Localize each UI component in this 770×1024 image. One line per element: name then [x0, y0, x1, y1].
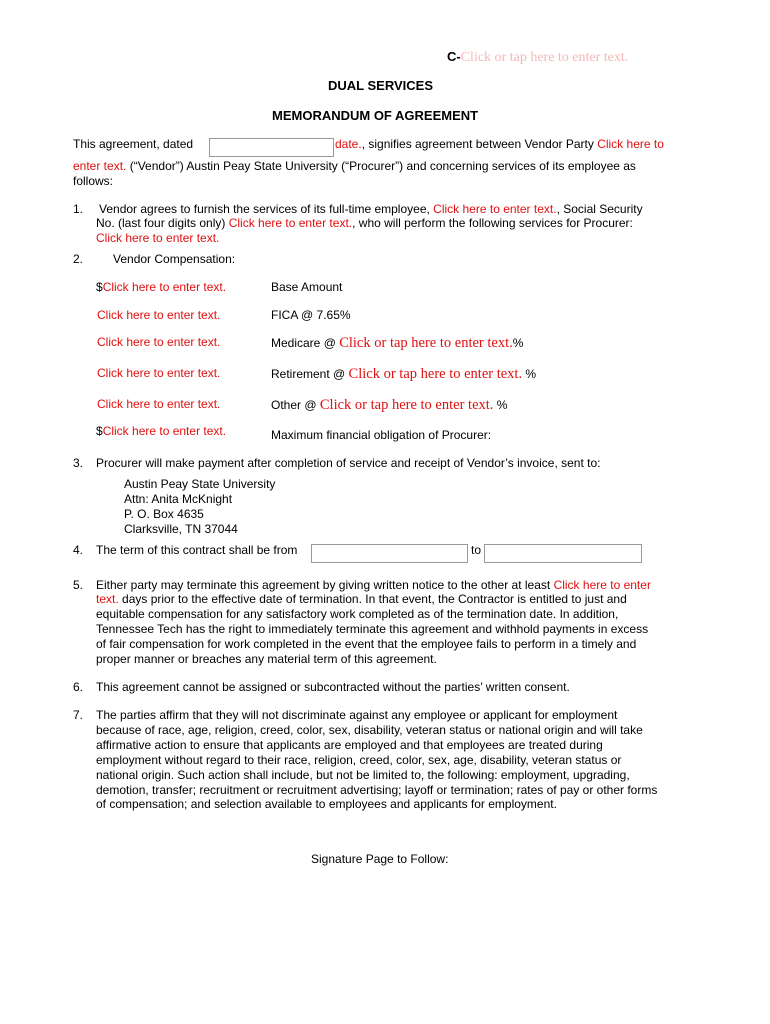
item1-line-2 [96, 216, 633, 230]
vendor-party-placeholder-a[interactable]: Click here to [597, 137, 664, 151]
item7-line-3: affirmative action to ensure that applicants are employed and that employees are treated during [96, 738, 603, 752]
item5-text-a: Either party may terminate this agreement by giving written notice to the other at least [96, 578, 554, 592]
term-to-label: to [471, 543, 482, 557]
item5-line-5: of fair compensation for work completed in the event that the employee fails to perform in a timely and [96, 637, 637, 651]
fica-amount-placeholder[interactable]: Click here to enter text. [97, 308, 221, 322]
base-amount-label: Base Amount [271, 280, 343, 294]
address-line-4: Clarksville, TN 37044 [124, 522, 238, 536]
item7-line-2: because of race, age, religion, creed, color, sex, disability, veteran status or national origin and will take [96, 723, 643, 737]
retirement-pct-placeholder[interactable]: Click or tap here to enter text. [348, 366, 523, 382]
item5-line-3: equitable compensation for any satisfactory work completed as of the termination date. In addition, [96, 607, 619, 621]
fica-label: FICA @ 7.65% [271, 308, 351, 322]
medicare-pct-placeholder[interactable]: Click or tap here to enter text. [339, 335, 513, 351]
agreement-date-field[interactable] [209, 138, 334, 157]
intro-text-after-date: , signifies agreement between Vendor Party [361, 137, 598, 151]
address-line-3: P. O. Box 4635 [124, 507, 204, 521]
services-placeholder[interactable]: Click here to enter text. [96, 231, 220, 245]
code-prefix: C- [447, 49, 461, 64]
item7-line-4: employment without regard to their race, religion, creed, color, sex, age, disability, veteran status or [96, 753, 622, 767]
item5-line-2 [96, 592, 627, 606]
item7-line-1: The parties affirm that they will not discriminate against any employee or applicant for employment [96, 708, 618, 722]
code-placeholder-field[interactable]: Click or tap here to enter text. [460, 50, 629, 65]
medicare-row [271, 335, 523, 352]
maximum-label: Maximum financial obligation of Procurer: [271, 428, 492, 442]
retirement-pct-suffix: % [522, 367, 537, 381]
item6-number: 6. [73, 680, 84, 694]
item4-number: 4. [73, 543, 84, 557]
intro-text-line2: (“Vendor”) Austin Peay State University (“Procurer”) and concerning services of its employee as [126, 159, 636, 173]
item4-text: The term of this contract shall be from [96, 543, 298, 557]
item5-line-1 [96, 578, 651, 592]
intro-dated-label: This agreement, dated [73, 137, 194, 151]
item5-number: 5. [73, 578, 84, 592]
compensation-row-base [96, 280, 226, 294]
medicare-pct-suffix: % [512, 336, 524, 350]
vendor-party-placeholder-b[interactable]: enter text. [73, 159, 127, 173]
term-to-field[interactable] [484, 544, 642, 563]
item1-text-a: Vendor agrees to furnish the services of its full-time employee, [99, 202, 434, 216]
maximum-amount-placeholder[interactable]: Click here to enter text. [102, 424, 227, 438]
base-amount-placeholder[interactable]: Click here to enter text. [102, 280, 227, 294]
notice-days-placeholder-a[interactable]: Click here to enter [553, 578, 651, 592]
date-placeholder[interactable]: date. [335, 137, 362, 151]
address-line-1: Austin Peay State University [124, 477, 276, 491]
intro-line-2 [73, 159, 636, 173]
term-from-field[interactable] [311, 544, 468, 563]
item1-line-1 [99, 202, 643, 216]
item1-number: 1. [73, 202, 84, 216]
item7-line-6: demotion, transfer; recruitment or recruitment advertising; layoff or termination; rates of pay or other forms [96, 783, 658, 797]
signature-page-note: Signature Page to Follow: [311, 852, 449, 866]
maximum-dollar-sign: $ [96, 424, 103, 438]
retirement-row [271, 366, 536, 383]
other-label: Other @ [271, 398, 320, 412]
document-title: DUAL SERVICES [328, 78, 433, 93]
other-pct-placeholder[interactable]: Click or tap here to enter text. [319, 397, 494, 413]
notice-days-placeholder-b[interactable]: text. [96, 592, 119, 606]
retirement-label: Retirement @ [271, 367, 349, 381]
medicare-label: Medicare @ [271, 336, 340, 350]
item5-line-4: Tennessee Tech has the right to immediately terminate this agreement and withhold payments in excess [96, 622, 649, 636]
intro-line-3: follows: [73, 174, 114, 188]
document-code [447, 49, 628, 66]
item1-text-b: , Social Security [556, 202, 643, 216]
item3-number: 3. [73, 456, 84, 470]
medicare-amount-placeholder[interactable]: Click here to enter text. [97, 335, 221, 349]
other-pct-suffix: % [493, 398, 508, 412]
item7-line-7: of compensation; and selection available to employees and applicants for employment. [96, 797, 557, 811]
item2-title: Vendor Compensation: [113, 252, 236, 266]
item1-text-c: No. (last four digits only) [96, 216, 229, 230]
intro-line-1 [335, 137, 664, 151]
item5-text-b: days prior to the effective date of termination. In that event, the Contractor is entitled to just and [118, 592, 627, 606]
employee-name-placeholder[interactable]: Click here to enter text. [433, 202, 557, 216]
item3-text: Procurer will make payment after completion of service and receipt of Vendor’s invoice, sent to: [96, 456, 601, 470]
retirement-amount-placeholder[interactable]: Click here to enter text. [97, 366, 221, 380]
item6-text: This agreement cannot be assigned or subcontracted without the parties’ written consent. [96, 680, 570, 694]
ssn-placeholder[interactable]: Click here to enter text. [228, 216, 353, 230]
item1-text-d: , who will perform the following services for Procurer: [352, 216, 633, 230]
other-amount-placeholder[interactable]: Click here to enter text. [97, 397, 221, 411]
base-dollar-sign: $ [96, 280, 103, 294]
item2-number: 2. [73, 252, 84, 266]
other-row [271, 397, 507, 414]
item7-number: 7. [73, 708, 84, 722]
document-subtitle: MEMORANDUM OF AGREEMENT [272, 108, 479, 123]
address-line-2: Attn: Anita McKnight [124, 492, 233, 506]
item7-line-5: national origin. Such action shall include, but not be limited to, the following: employment, upgrading, [96, 768, 630, 782]
compensation-row-maximum [96, 424, 226, 438]
item5-line-6: proper manner or breaches any material term of this agreement. [96, 652, 437, 666]
